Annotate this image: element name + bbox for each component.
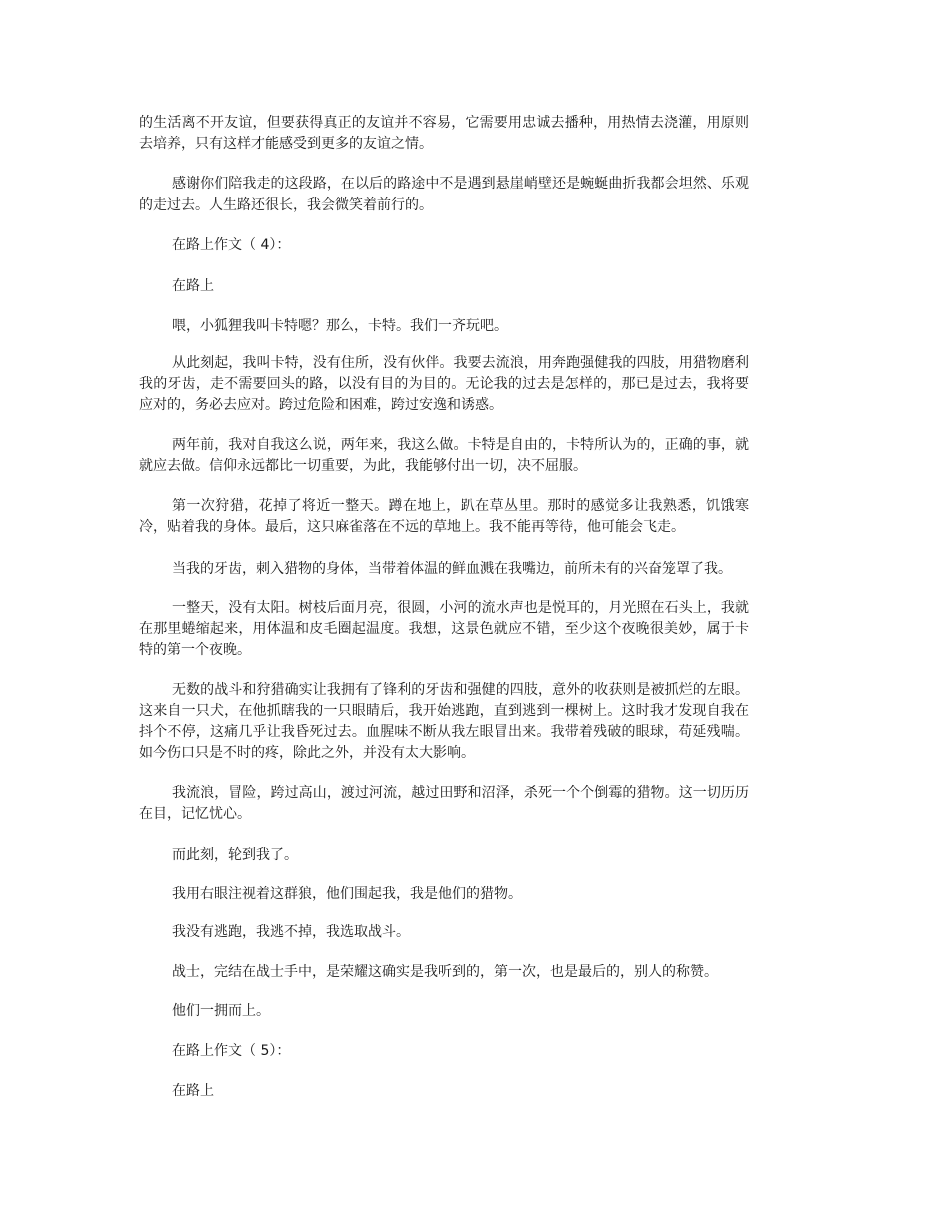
paragraph-warrior: 战士，完结在战士手中，是荣耀这确实是我听到的，第一次，也是最后的，别人的称赞。 [172, 964, 718, 980]
paragraph-whole-day: 一整天，没有太阳。树枝后面月亮，很圆，小河的流水声也是悦耳的，月光照在石头上，我就在那里蜷缩起来，用体温和皮毛圈起温度。我想，这景色就应不错，至少这个夜晚很美妙，属于卡特的第一个夜晚。 [139, 600, 749, 658]
essay-heading-5: 在路上作文（ 5）： [172, 1043, 291, 1059]
paragraph-wandering: 我流浪，冒险，跨过高山，渡过河流，越过田野和沼泽，杀死一个个倒霉的猎物。这一切历历在目，记忆忧心。 [139, 785, 749, 822]
essay-title-4: 在路上 [172, 278, 214, 294]
essay-title-5: 在路上 [172, 1083, 214, 1099]
paragraph-greeting: 喂，小狐狸我叫卡特嗯？那么，卡特。我们一齐玩吧。 [172, 318, 508, 334]
paragraph-no-escape: 我没有逃跑，我逃不掉，我选取战斗。 [172, 924, 410, 940]
paragraph-two-years-ago: 两年前，我对自我这么说，两年来，我这么做。卡特是自由的，卡特所认为的，正确的事，就就应去做。信仰永远都比一切重要，为此，我能够付出一切，决不屈服。 [139, 437, 749, 474]
essay-heading-4: 在路上作文（ 4）： [172, 237, 291, 253]
paragraph-my-turn: 而此刻，轮到我了。 [172, 847, 298, 863]
paragraph-friendship-end: 的生活离不开友谊，但要获得真正的友谊并不容易，它需要用忠诚去播种，用热情去浇灌，用原则去培养，只有这样才能感受到更多的友谊之情。 [139, 115, 749, 152]
paragraph-from-now-on: 从此刻起，我叫卡特，没有住所，没有伙伴。我要去流浪，用奔跑强健我的四肢，用猎物磨利我的牙齿，走不需要回头的路，以没有目的为目的。无论我的过去是怎样的，那已是过去，我将要应对的，务必去应对。跨过危险和困难，跨过安逸和诱惑。 [139, 355, 749, 413]
paragraph-first-hunt: 第一次狩猎，花掉了将近一整天。蹲在地上，趴在草丛里。那时的感觉多让我熟悉，饥饿寒冷，贴着我的身体。最后，这只麻雀落在不远的草地上。我不能再等待，他可能会飞走。 [139, 498, 749, 535]
paragraph-thanks: 感谢你们陪我走的这段路，在以后的路途中不是遇到悬崖峭壁还是蜿蜒曲折我都会坦然、乐观的走过去。人生路还很长，我会微笑着前行的。 [139, 176, 749, 213]
paragraph-wolves: 我用右眼注视着这群狼，他们围起我，我是他们的猎物。 [172, 886, 522, 902]
paragraph-swarm: 他们一拥而上。 [172, 1003, 270, 1019]
paragraph-teeth: 当我的牙齿，刺入猎物的身体，当带着体温的鲜血溅在我嘴边，前所未有的兴奋笼罩了我。 [172, 561, 732, 577]
paragraph-battles: 无数的战斗和狩猎确实让我拥有了锋利的牙齿和强健的四肢，意外的收获则是被抓烂的左眼。这来自一只犬，在他抓瞎我的一只眼睛后，我开始逃跑，直到逃到一棵树上。这时我才发现自我在抖个不停，这痛几乎让我昏死过去。血腥味不断从我左眼冒出来。我带着残破的眼球，苟延残喘。如今伤口只是不时的疼，除此之外，并没有太大影响。 [139, 682, 749, 761]
